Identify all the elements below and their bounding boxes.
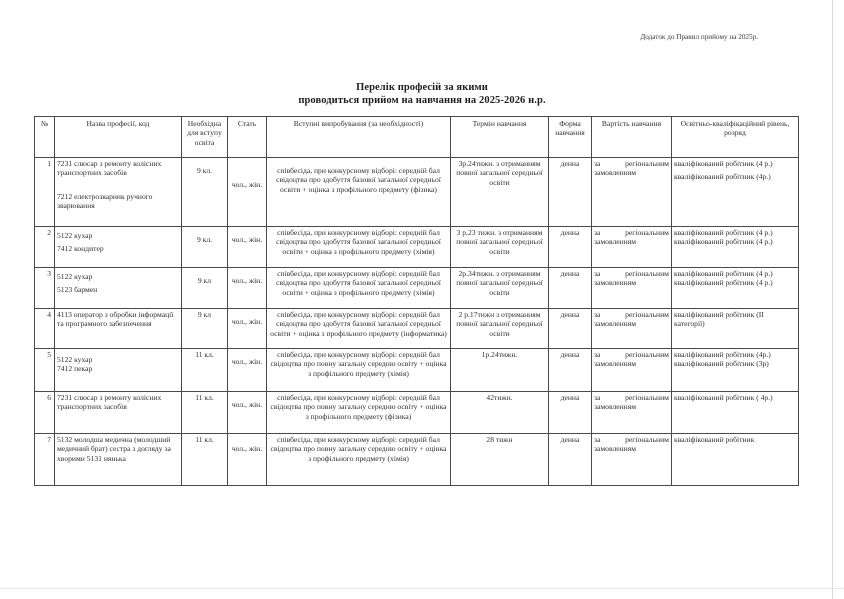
page-title-line1: Перелік професій за якими (356, 82, 488, 93)
table-row (35, 227, 799, 268)
profession-name: 7412 пекар (57, 364, 93, 374)
cost-cell: за регіональним замовленням (592, 349, 672, 392)
form-cell: денна (549, 268, 592, 309)
cost-cell: за регіональним замовленням (592, 268, 672, 309)
table-row (35, 349, 799, 392)
qualification-text: кваліфікований робітник (674, 435, 755, 444)
table-row (35, 392, 799, 434)
qualification-text: кваліфікований робітник (4 р.) (674, 278, 773, 288)
exams-cell: співбесіда, при конкурсному відборі: середній бал свідоцтва про здобуття базової загальної середньої освіти + оцінка з профільного предмету (хімія) (267, 227, 451, 268)
profession-name: 4113 оператор з обробки інформації та програмного забезпечення (57, 310, 174, 329)
table-row (35, 268, 799, 309)
row-num: 2 (35, 227, 55, 268)
profession-name: 5122 кухар (57, 355, 93, 364)
table-row (35, 309, 799, 349)
profession-name: 7212 електрозварник ручного зварювання (57, 191, 153, 210)
profession-cell (55, 349, 182, 392)
education-cell: 11 кл. (182, 392, 228, 434)
form-cell: денна (549, 392, 592, 434)
education-cell: 11 кл. (182, 349, 228, 392)
exams-cell: співбесіда, при конкурсному відборі: середній бал свідоцтва про здобуття базової загальної середньої освіти + оцінка з профільного предмету (фізика) (267, 158, 451, 227)
education-cell: 9 кл. (182, 158, 228, 227)
table-row (35, 434, 799, 486)
exams-cell: співбесіда, при конкурсному відборі: середній бал свідоцтва про здобуття базової загальної середньої освіти + оцінка з профільного предмету (інформатика) (267, 309, 451, 349)
qualification-text: кваліфікований робітник (4 р.) (674, 228, 773, 237)
term-cell: 1р.24тижн. (451, 349, 549, 392)
header-cost: Вартість навчання (592, 117, 672, 158)
profession-name: 5122 кухар (57, 272, 93, 281)
cost-cell: за регіональним замовленням (592, 392, 672, 434)
term-cell: 42тижн. (451, 392, 549, 434)
form-cell: денна (549, 227, 592, 268)
gender-cell: чол., жін. (228, 268, 267, 309)
header-gender: Стать (228, 117, 267, 158)
qualification-cell (672, 309, 799, 349)
profession-cell (55, 309, 182, 349)
exams-cell: співбесіда, при конкурсному відборі: середній бал свідоцтва про повну загальну середню освіту + оцінка з профільного предмету (фізика) (267, 392, 451, 434)
profession-name: 7412 кондитер (57, 244, 104, 254)
row-num: 7 (35, 434, 55, 486)
qualification-text: кваліфікований робітник (4р.) (674, 172, 771, 182)
page-title-line2: проводиться прийом на навчання на 2025-2026 н.р. (298, 95, 546, 106)
profession-cell (55, 158, 182, 227)
page-edge-bottom (0, 588, 844, 589)
header-term: Термін навчання (451, 117, 549, 158)
qualification-cell (672, 349, 799, 392)
form-cell: денна (549, 309, 592, 349)
gender-cell: чол., жін. (228, 309, 267, 349)
profession-name: 5132 молодша медична (молодший медичний брат) сестра з догляду за хворими 5131 нянька (57, 435, 171, 463)
cost-cell: за регіональним замовленням (592, 434, 672, 486)
qualification-cell (672, 227, 799, 268)
profession-name: 5123 бармен (57, 285, 98, 295)
qualification-cell (672, 392, 799, 434)
qualification-text: кваліфікований робітник (3р) (674, 359, 769, 369)
profession-name: 7231 слюсар з ремонту колісних транспортних засобів (57, 393, 162, 412)
qualification-cell (672, 434, 799, 486)
exams-cell: співбесіда, при конкурсному відборі: середній бал свідоцтва про повну загальну середню освіту + оцінка з профільного предмету (хімія) (267, 349, 451, 392)
term-cell: 3р.24тижн. з отриманням повної загальної середньої освіти (451, 158, 549, 227)
table-header-row (35, 117, 799, 158)
qualification-text: кваліфікований робітник (4 р.) (674, 269, 773, 278)
header-name: Назва професії, код (55, 117, 182, 158)
row-num: 4 (35, 309, 55, 349)
table-row (35, 158, 799, 227)
cost-cell: за регіональним замовленням (592, 309, 672, 349)
form-cell: денна (549, 434, 592, 486)
profession-name: 5122 кухар (57, 231, 93, 240)
row-num: 3 (35, 268, 55, 309)
education-cell: 9 кл. (182, 227, 228, 268)
profession-name: 7231 слюсар з ремонту колісних транспортних засобів (57, 159, 162, 178)
header-exams: Вступні випробування (за необхідності) (267, 117, 451, 158)
profession-cell (55, 227, 182, 268)
cost-cell: за регіональним замовленням (592, 158, 672, 227)
term-cell: 2р.34тижн. з отриманням повної загальної середньої освіти (451, 268, 549, 309)
term-cell: 2 р.17тижн з отриманням повної загальної середньої освіти (451, 309, 549, 349)
appendix-note: Додаток до Правил прийому на 2025р. (640, 33, 758, 41)
qualification-text: кваліфікований робітник (ІІ категорії) (674, 310, 764, 329)
form-cell: денна (549, 158, 592, 227)
gender-cell: чол., жін. (228, 227, 267, 268)
education-cell: 9 кл (182, 268, 228, 309)
qualification-cell (672, 158, 799, 227)
header-qualification: Освітньо-кваліфікаційний рівень, розряд (672, 117, 799, 158)
qualification-text: кваліфікований робітник (4р.) (674, 350, 771, 359)
term-cell: 3 р.23 тижн. з отриманням повної загальної середньої освіти (451, 227, 549, 268)
row-num: 6 (35, 392, 55, 434)
gender-cell: чол., жін. (228, 392, 267, 434)
profession-cell (55, 434, 182, 486)
row-num: 1 (35, 158, 55, 227)
education-cell: 9 кл (182, 309, 228, 349)
gender-cell: чол., жін. (228, 158, 267, 227)
header-num: № (35, 117, 55, 158)
qualification-text: кваліфікований робітник ( 4р.) (674, 393, 773, 402)
exams-cell: співбесіда, при конкурсному відборі: середній бал свідоцтва про повну загальну середню освіту + оцінка з профільного предмету (хімія) (267, 434, 451, 486)
term-cell: 28 тижн (451, 434, 549, 486)
row-num: 5 (35, 349, 55, 392)
form-cell: денна (549, 349, 592, 392)
gender-cell: чол., жін. (228, 434, 267, 486)
cost-cell: за регіональним замовленням (592, 227, 672, 268)
qualification-text: кваліфікований робітник (4 р.) (674, 159, 773, 168)
professions-table (34, 116, 799, 486)
exams-cell: співбесіда, при конкурсному відборі: середній бал свідоцтва про здобуття базової загальної середньої освіти + оцінка з профільного предмету (хімія) (267, 268, 451, 309)
header-form: Форма навчання (549, 117, 592, 158)
profession-cell (55, 268, 182, 309)
header-education: Необхідна для вступу освіта (182, 117, 228, 158)
qualification-text: кваліфікований робітник (4 р.) (674, 237, 773, 247)
gender-cell: чол., жін. (228, 349, 267, 392)
qualification-cell (672, 268, 799, 309)
profession-cell (55, 392, 182, 434)
education-cell: 11 кл. (182, 434, 228, 486)
